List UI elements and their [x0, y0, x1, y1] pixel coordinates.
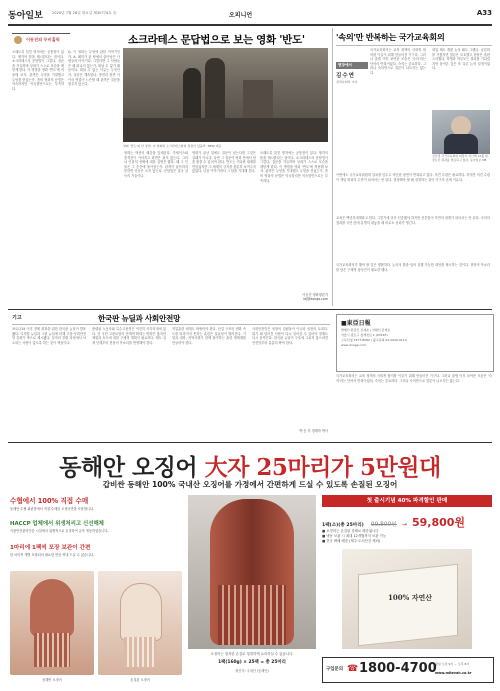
signature-email: ldj@donga.com	[303, 297, 328, 301]
main-body-1: 오래도록 읽힌 명저에는 공통점이 있다. 생각의 틀을 제시한다는 점이다. 소크라테스의 문답법이 그렇다. 질문을 거듭하며 상대가 스스로 모순을 깨닫게 한다. 이 방법을 영화 '반도'에 적용해 보자. 관객은 무엇을 기대했고 무엇을 얻었는가. 좀비 영화의 문법은 익숙하지만 익숙함만으로는 부족하다.	[12, 50, 64, 91]
ad-headline	[8, 449, 492, 482]
squid-photo-whole	[10, 571, 94, 675]
right-headline: '속의'만 반복하는 국가교육회의	[336, 32, 445, 42]
contribution-col-1: 코로나19 이후 경제 회복을 위한 한국판 뉴딜이 발표됐다. 디지털 뉴딜과 그린 뉴딜에 더해 고용·사회안전망 강화가 축으로 제시됐다. 일자리 전환 과정에서 낙오되는 사람이 없도록 하는 것이 핵심이다.	[12, 327, 86, 345]
main-headline: 소크라테스 문답법으로 보는 영화 '반도'	[128, 34, 305, 46]
phone-icon: ☎	[347, 664, 359, 674]
masthead-rule	[8, 24, 492, 26]
price-label: 1팩(소)(총 25마리)	[322, 523, 364, 528]
ad-headline-part1: 동해안 오징어	[59, 454, 198, 481]
main-body-2: Q. 이 영화는 무엇에 관한 이야기인가. A. 폐허가 된 땅에서 살아남은 사람들의 이야기다. 그렇다면 그 사람들은 왜 떠나지 않는가. 떠날 수 없기 때문이다. 떠날 수 없는 이유는 무엇인가. 질문은 계속된다. 장면과 장면 사이의 연결이 느슨할 때 관객은 질문을 멈추지 않는다.	[68, 50, 120, 87]
photo-label-right: 손질된 오징어	[130, 678, 150, 682]
right-bottom-text: 국가교육회의는 교육 정책의 사회적 합의를 이끌기 위해 만들어진 기구다. 그러나 출범 이후 보여준 모습은 '숙의'라는 단어의 반복이었다. 숙의는 중요하다. 그러나 숙의만으로 결론이 나오지는 않는다.	[336, 374, 492, 383]
main-body-4: 영화가 끝난 뒤에도 질문이 남는다면 그것은 실패가 아니다. 다만 그 질문이 영화 안에서 답을 찾을 수 있어야 한다. 반도는 커다란 세계를 만들었지만 그 세계의 규칙을 충분히 보여주지 않았다. 다음 이야기에서 그 답을 기대해 본다.	[192, 151, 256, 174]
main-body-3: 영화는 액션의 쾌감을 앞세운다. 카체이스와 총격전이 이어지고 화면은 쉬지 않는다. 그러나 인물의 선택에 대한 설명은 짧다. 왜 그 인물은 그 순간에 돌아섰는가. 관객이 납득하지 못하면 감동은 오지 않는다. 문답법은 결국 설득의 기술이다.	[124, 151, 188, 178]
publisher-notice	[336, 314, 494, 372]
main-body-5: 오래도록 읽힌 명저에는 공통점이 있다. 생각의 틀을 제시한다는 점이다. 소크라테스의 문답법이 그렇다. 질문을 거듭하며 상대가 스스로 모순을 깨닫게 한다. 이 방법을 영화 '반도'에 적용해 보자. 관객은 무엇을 기대했고 무엇을 얻었는가. 좀비 영화의 문법은 익숙하지만 익숙함만으로는 부족하다.	[260, 151, 328, 183]
contribution-col-4: 사회안전망은 성장의 걸림돌이 아니라 성장의 토대다. 위기 때 넘어진 사람이 다시 일어설 수 있어야 경제도 다시 움직인다. 한국판 뉴딜이 구호에 그치지 않으려면 안전망부터 촘촘히 짜야 한다.	[252, 327, 328, 345]
masthead	[8, 6, 492, 24]
notice-title: ■東亞日報	[341, 320, 371, 327]
notice-line: 서울시 종로구 청계천로 1 (03187)	[341, 333, 388, 337]
feature-3-title: 1마리에 1팩씩 포장 보관이 간편	[10, 545, 91, 551]
feature-2-title: HACCP 업체에서 위생처리고 신선해체	[10, 521, 104, 527]
photo-label-left: 동해안 오징어	[42, 678, 62, 682]
contribution-col-2: 플랫폼 노동자와 특수고용직은 여전히 사각지대에 있다. 전 국민 고용보험의 단계적 확대는 방향은 옳지만 재원과 속도에 대한 구체적 계획이 필요하다. 제도 설계 단계부터 현장의 목소리를 반영해야 한다.	[92, 327, 166, 345]
badge-text: 100% 자연산	[388, 593, 432, 602]
phone-note: 평일 오전 9시 ~ 오후 6시	[435, 662, 470, 666]
website-link[interactable]: www.mitzvah.co.kr	[435, 671, 472, 675]
feature-1-title: 수협에서 100% 직접 수매	[10, 497, 89, 505]
contribution-signature: 박 승 후 경제학 박사	[299, 429, 328, 433]
photo-caption: 영화 '반도'의 한 장면. 이 영화와 소크라테스와의 접점이 있을까. NEW 제공	[123, 144, 222, 148]
main-column	[8, 28, 330, 306]
main-signature: 이동진 영화평론가 ldj@donga.com	[260, 292, 328, 301]
column-kicker	[12, 33, 70, 46]
contribution-kicker: 기고	[12, 315, 22, 321]
reporter-name: 김수연	[336, 73, 355, 79]
product-box-photo	[342, 549, 472, 649]
main-col-1	[12, 50, 64, 302]
right-col-3: 이번에도 국가교육위원회 설치를 앞두고 비슷한 장면이 반복되고 있다. 의견 수렴은 필요하다. 하지만 의견 수렴이 책임 회피의 수단이 되어서는 안 된다. 결정해야 할 때 결정하는 것이 기구의 존재 이유다.	[336, 173, 490, 182]
official-photo	[432, 110, 490, 154]
squid-advertisement	[8, 442, 492, 687]
date-line: 2020년 7월 28일 화요일 제30774호 ⓑ	[52, 11, 117, 15]
movie-still-photo	[123, 48, 328, 142]
paper-logo: 동아일보	[8, 11, 43, 21]
main-col-2	[68, 50, 120, 302]
kicker-text: 이동진의 무비홀릭	[26, 37, 60, 42]
feature-2-text: 식품안전관리인증 시설에서 위생적으로 손질하여 급속 냉동하였습니다.	[10, 529, 109, 533]
main-col-5	[260, 151, 328, 291]
center-spec: 1팩(160g) × 25팩 = 총 25마리	[218, 660, 286, 665]
reporter-dept: 정책사회부 기자	[336, 80, 358, 84]
main-col-3	[124, 151, 188, 301]
feature-2	[10, 519, 182, 533]
ad-headline-part2: 大자 25마리가 5만원대	[204, 454, 441, 481]
main-col-4	[192, 151, 256, 301]
right-column	[336, 28, 492, 306]
right-col-1: 국가교육회의는 교육 정책의 사회적 합의를 이끌기 위해 만들어진 기구다. 그러나 출범 이후 보여준 모습은 '숙의'라는 단어의 반복이었다. 숙의는 중요하다. 그러나 숙의만으로 결론이 나오지는 않는다.	[370, 48, 426, 75]
squid-photo-packs	[188, 495, 316, 649]
page-number: A33	[476, 9, 492, 17]
column-divider	[332, 28, 333, 306]
contribution-col-3: 직업훈련 체계도 바뀌어야 한다. 산업 구조의 변화 속도를 따라가지 못하는 훈련은 실효성이 떨어진다. 기업과 대학, 지역사회가 함께 참여하는 훈련 생태계를 만들어야 한다.	[172, 327, 246, 345]
official-photo-caption: 김진경 국가교육회의 의장이 지난해 12월 현장토론 결과를 발표하고 있다. 동아일보 DB	[432, 154, 488, 162]
ad-subheadline: 갑비싼 동해안 100% 국내산 오징어를 가정에서 간편하게 드실 수 있도록 손질된 오징어	[102, 480, 398, 489]
ad-bullet: ■ 전국 택배 배송 (제주·도서산간 제외)	[322, 539, 381, 543]
center-caption: 오징어는 철저한 손질로 청결하게 요리하실 수 있습니다.	[210, 652, 294, 656]
phone-label: 구입문의	[326, 667, 343, 672]
price-banner: 첫 출시기념 40% 파격할인 판매	[322, 495, 492, 507]
kicker-icon	[14, 36, 22, 44]
section-label: 오피니언	[229, 12, 253, 19]
section-divider	[8, 309, 492, 310]
price-original: 99,800원	[370, 522, 397, 528]
price-arrow-icon: →	[401, 521, 407, 528]
reporter-box	[336, 48, 368, 108]
feature-1	[10, 495, 182, 511]
ad-features	[10, 495, 182, 685]
notice-line: www.donga.com	[341, 343, 366, 347]
feature-3	[10, 543, 182, 557]
phone-number[interactable]: 1800-4700	[359, 661, 437, 676]
notice-line: 발행인·편집인 김재호 | 인쇄인 김재호	[341, 328, 391, 332]
reporter-badge: 현장에서	[336, 62, 368, 69]
contribution-headline: 한국판 뉴딜과 사회안전망	[98, 314, 181, 323]
center-note: 원산지: 국내산 (동해안)	[235, 669, 269, 673]
feature-3-text: 한 마리씩 개별 포장되어 필요한 만큼 꺼내 드실 수 있습니다.	[10, 553, 95, 557]
right-col-4: 교육은 백년지대계라고 한다. 그렇기에 더욱 신중해야 하지만 신중함이 지연의 핑계가 되어서는 안 된다. 숙의의 결과를 국민 앞에 분명히 내놓을 때 비로소 신뢰가 생긴다.	[336, 216, 490, 225]
price-sale: 59,800원	[411, 516, 466, 529]
right-col-5: 국가교육회의가 해야 할 일은 명확하다. 논의의 틀을 넘어 실행 가능한 대안을 제시하는 것이다. 현장의 목소리를 담은 구체적 청사진이 필요한 때다.	[336, 263, 490, 272]
squid-photo-cleaned	[98, 571, 182, 675]
ad-bullet: ■ 냉동 보관 시 최대 12개월까지 보관 가능	[322, 534, 387, 538]
notice-line: 구독신청 1577-8282 | 광고문의 02-2020-0114	[341, 338, 407, 342]
price-panel	[322, 495, 492, 685]
right-col-2: 대입 제도 개편 논의 때도 그랬다. 공론화를 거쳤지만 결론은 모호했고 현장은 혼란스러웠다. 학생과 학부모는 결과를 기다렸지만 돌아온 것은 또 다른 논의 일정이었다.	[432, 48, 490, 71]
feature-1-text: 동해안 수협 위판장에서 직접 수매한 오징어만을 사용합니다.	[10, 507, 95, 511]
contribution-column	[8, 312, 330, 438]
ad-bullet: ■ 오징어는 손질된 상태로 배송됩니다	[322, 529, 379, 533]
